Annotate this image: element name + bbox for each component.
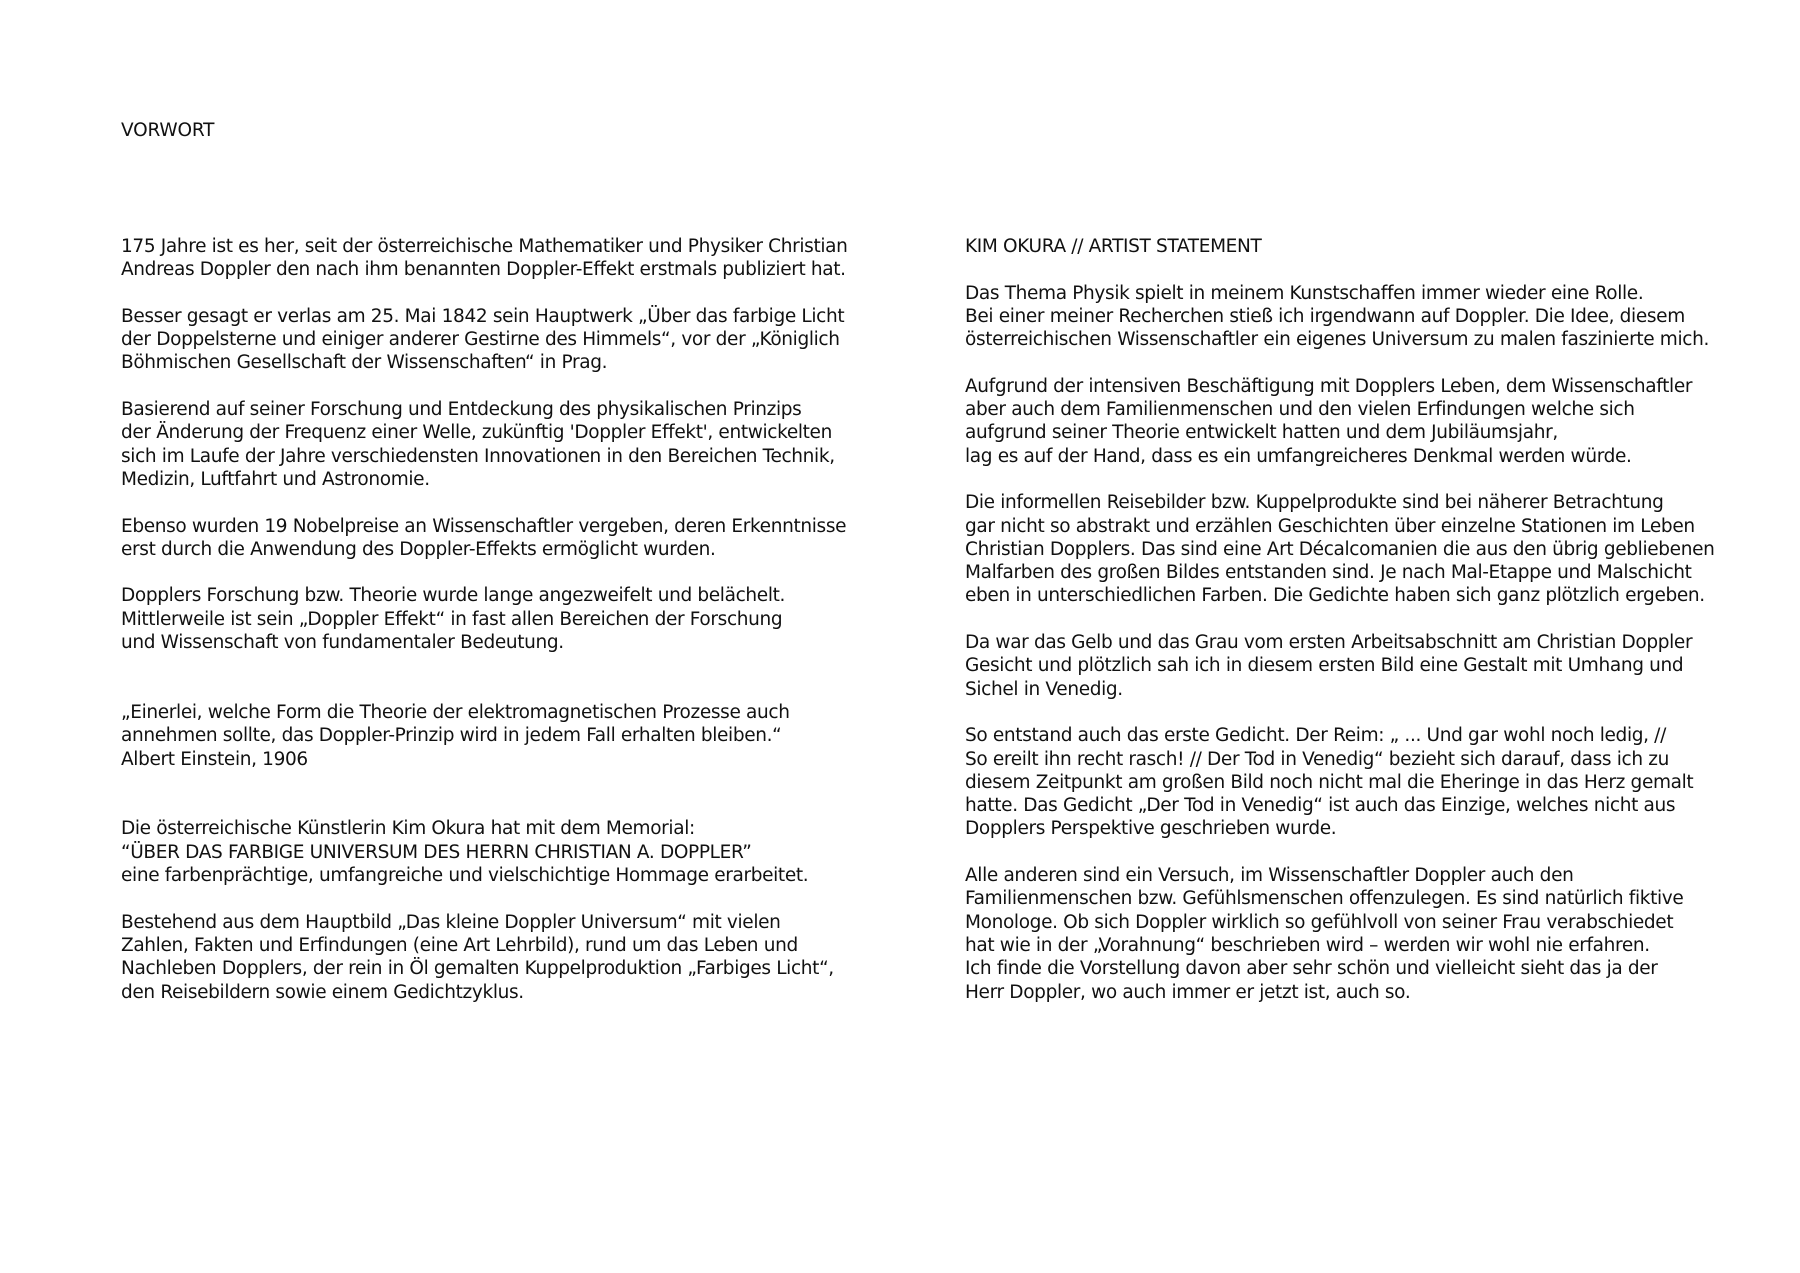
paragraph-memorial [121,817,901,887]
spacer [121,794,901,817]
text-line: So ereilt ihn recht rasch! // Der Tod in Venedig“ bezieht sich darauf, dass ich zu [965,748,1669,770]
text-line: annehmen sollte, das Doppler-Prinzip wird in jedem Fall erhalten bleiben.“ [121,725,782,747]
text-line: Ich finde die Vorstellung davon aber sehr schön und vielleicht sieht das ja der [965,958,1658,980]
text-line: diesem Zeitpunkt am großen Bild noch nicht mal die Eheringe in das Herz gemalt [965,771,1694,793]
text-line: „Einerlei, welche Form die Theorie der elektromagnetischen Prozesse auch [121,701,790,723]
text-line: Albert Einstein, 1906 [121,748,308,770]
text-line: der Doppelsterne und einiger anderer Gestirne des Himmels“, vor der „Königlich [121,329,840,351]
text-line: Aufgrund der intensiven Beschäftigung mit Dopplers Leben, dem Wissenschaftler [965,375,1693,397]
text-line: So entstand auch das erste Gedicht. Der Reim: „ ... Und gar wohl noch ledig, // [965,725,1666,747]
text-line: Christian Dopplers. Das sind eine Art Décalcomanien die aus den übrig gebliebenen [965,538,1715,560]
paragraph-first-poem [965,724,1755,840]
text-line: Böhmischen Gesellschaft der Wissenschaften“ in Prag. [121,352,608,374]
page-title: VORWORT [121,120,215,141]
left-column [121,235,901,1027]
artist-statement-heading: KIM OKURA // ARTIST STATEMENT [965,236,1262,257]
text-line: Besser gesagt er verlas am 25. Mai 1842 sein Hauptwerk „Über das farbige Licht [121,305,845,327]
text-line: Sichel in Venedig. [965,678,1123,700]
text-line: eine farbenprächtige, umfangreiche und vielschichtige Hommage erarbeitet. [121,865,809,887]
text-line: Monologe. Ob sich Doppler wirklich so gefühlvoll von seiner Frau verabschiedet [965,911,1674,933]
text-line: Mittlerweile ist sein „Doppler Effekt“ in fast allen Bereichen der Forschung [121,608,783,630]
paragraph-monument [965,375,1755,468]
text-line: Medizin, Luftfahrt und Astronomie. [121,468,430,490]
paragraph-physics [965,282,1755,352]
spacer [121,678,901,701]
text-line: aber auch dem Familienmenschen und den vielen Erfindungen welche sich [965,399,1635,421]
paragraph-monologues [965,864,1755,1004]
text-line: Da war das Gelb und das Grau vom ersten Arbeitsabschnitt am Christian Doppler [965,632,1693,654]
paragraph-research [121,584,901,654]
text-line: hat wie in der „Vorahnung“ beschrieben wird – werden wir wohl nie erfahren. [965,934,1650,956]
paragraph-hauptwerk [121,305,901,375]
paragraph-venice [965,631,1755,701]
text-line: österreichischen Wissenschaftler ein eigenes Universum zu malen faszinierte mich. [965,329,1709,351]
text-line: lag es auf der Hand, dass es ein umfangreicheres Denkmal werden würde. [965,445,1632,467]
text-line: Die österreichische Künstlerin Kim Okura hat mit dem Memorial: [121,818,695,840]
text-line: Bestehend aus dem Hauptbild „Das kleine Doppler Universum“ mit vielen [121,911,781,933]
text-line: Dopplers Perspektive geschrieben wurde. [965,818,1337,840]
text-line: Herr Doppler, wo auch immer er jetzt ist, auch so. [965,981,1411,1003]
text-line: eben in unterschiedlichen Farben. Die Gedichte haben sich ganz plötzlich ergeben. [965,585,1705,607]
text-line: Alle anderen sind ein Versuch, im Wissenschaftler Doppler auch den [965,865,1574,887]
text-line: Ebenso wurden 19 Nobelpreise an Wissenschaftler vergeben, deren Erkenntnisse [121,515,847,537]
text-line: sich im Laufe der Jahre verschiedensten Innovationen in den Bereichen Technik, [121,445,835,467]
text-line: erst durch die Anwendung des Doppler-Effekts ermöglicht wurden. [121,538,716,560]
text-line: Zahlen, Fakten und Erfindungen (eine Art Lehrbild), rund um das Leben und [121,934,798,956]
text-line: Bei einer meiner Recherchen stieß ich irgendwann auf Doppler. Die Idee, diesem [965,305,1685,327]
text-line: Familienmenschen bzw. Gefühlsmenschen offenzulegen. Es sind natürlich fiktive [965,888,1684,910]
text-line: Die informellen Reisebilder bzw. Kuppelprodukte sind bei näherer Betrachtung [965,492,1664,514]
text-line: Nachleben Dopplers, der rein in Öl gemalten Kuppelproduktion „Farbiges Licht“, [121,958,834,980]
paragraph-innovations [121,398,901,491]
paragraph-travel-pictures [965,491,1755,607]
text-line: Malfarben des großen Bildes entstanden sind. Je nach Mal-Etappe und Malschicht [965,562,1692,584]
paragraph-works [121,911,901,1004]
text-line: der Änderung der Frequenz einer Welle, zukünftig 'Doppler Effekt', entwickelten [121,422,832,444]
text-line: hatte. Das Gedicht „Der Tod in Venedig“ ist auch das Einzige, welches nicht aus [965,795,1676,817]
text-line: Basierend auf seiner Forschung und Entdeckung des physikalischen Prinzips [121,399,802,421]
text-line: “ÜBER DAS FARBIGE UNIVERSUM DES HERRN CHRISTIAN A. DOPPLER” [121,841,752,863]
right-column [965,235,1755,1027]
text-line: Gesicht und plötzlich sah ich in diesem ersten Bild eine Gestalt mit Umhang und [965,655,1684,677]
text-line: Das Thema Physik spielt in meinem Kunstschaffen immer wieder eine Rolle. [965,282,1644,304]
text-line: aufgrund seiner Theorie entwickelt hatten und dem Jubiläumsjahr, [965,422,1558,444]
text-line: 175 Jahre ist es her, seit der österreichische Mathematiker und Physiker Christian [121,236,848,257]
text-line: und Wissenschaft von fundamentaler Bedeutung. [121,632,564,654]
paragraph-anniversary [121,235,901,282]
paragraph-nobel [121,515,901,562]
paragraph-einstein-quote [121,701,901,771]
text-line: Dopplers Forschung bzw. Theorie wurde lange angezweifelt und belächelt. [121,585,786,607]
text-line: gar nicht so abstrakt und erzählen Geschichten über einzelne Stationen im Leben [965,515,1695,537]
text-line: Andreas Doppler den nach ihm benannten Doppler-Effekt erstmals publiziert hat. [121,259,846,281]
text-line: den Reisebildern sowie einem Gedichtzyklus. [121,981,524,1003]
